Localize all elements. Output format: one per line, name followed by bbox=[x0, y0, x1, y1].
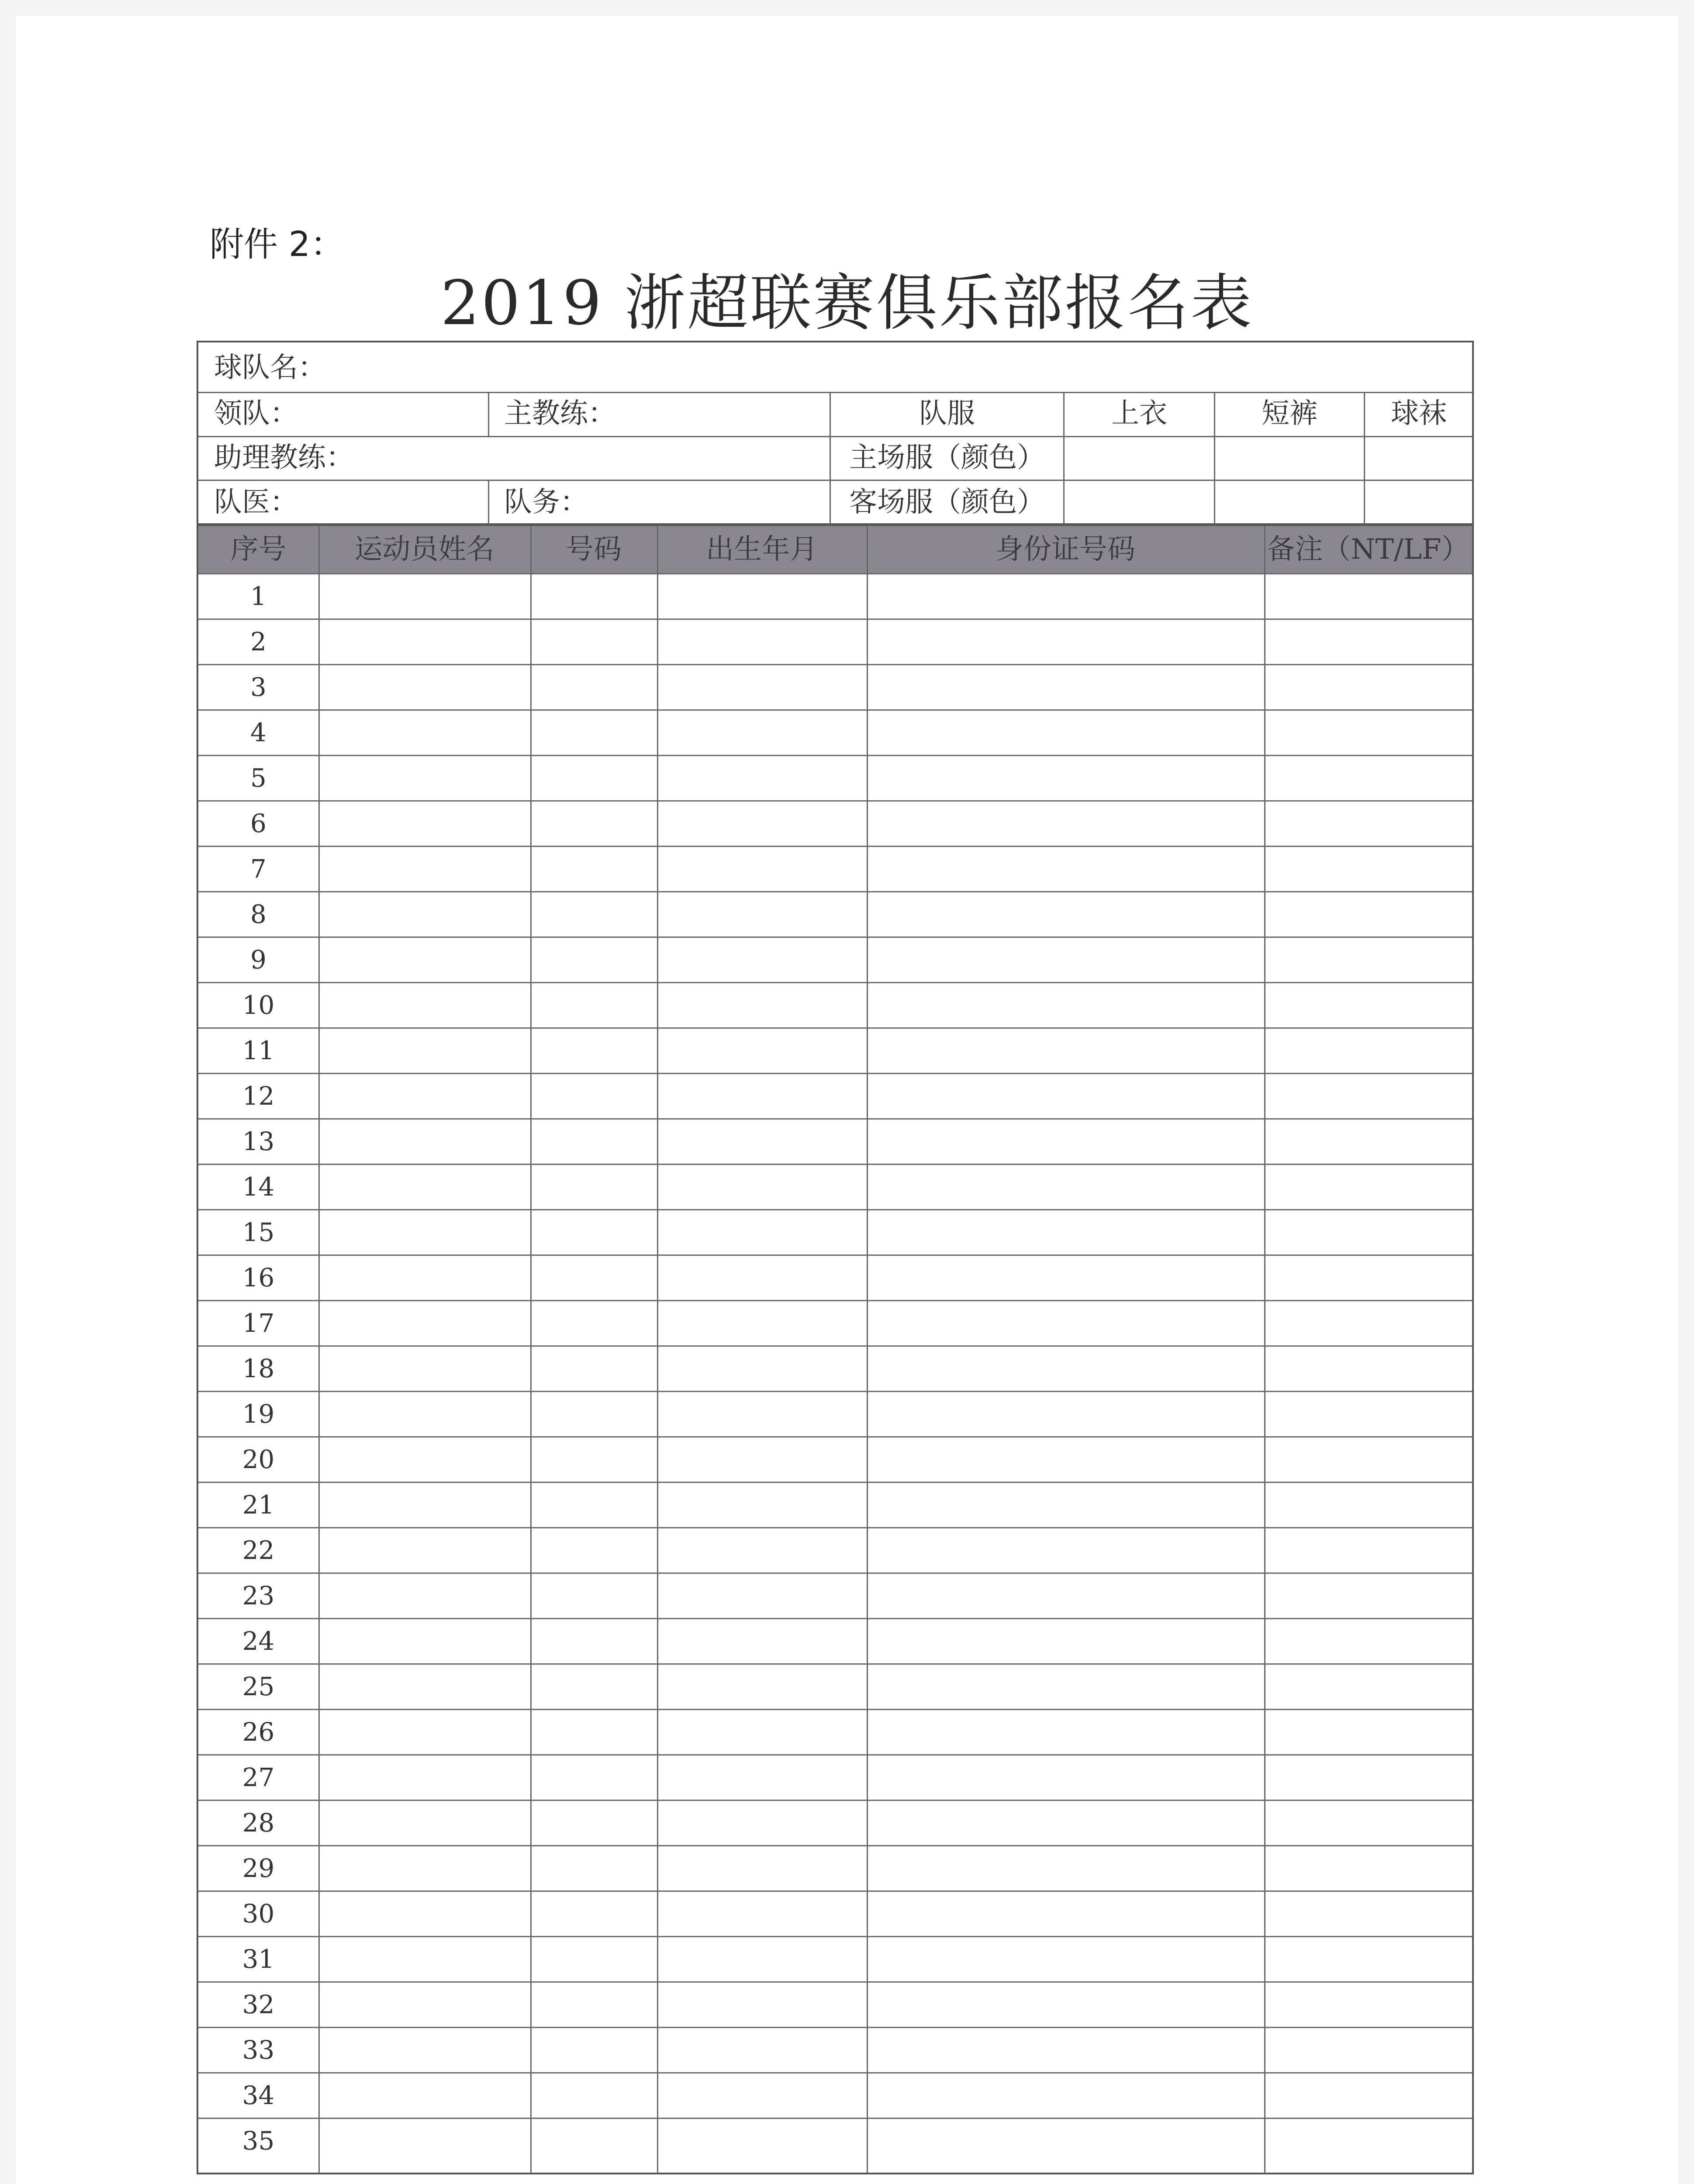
table-row bbox=[198, 2072, 1472, 2118]
column-header: 序号 bbox=[230, 533, 287, 566]
home-kit-label: 主场服（颜色） bbox=[849, 442, 1045, 474]
team-name-label: 球队名： bbox=[214, 352, 326, 384]
table-row bbox=[198, 1254, 1472, 1300]
player-roster-table bbox=[197, 524, 1474, 2174]
row-number: 35 bbox=[242, 2126, 275, 2156]
table-row bbox=[198, 1391, 1472, 1436]
row-number: 22 bbox=[242, 1535, 275, 1565]
team-affairs-label: 队务： bbox=[504, 486, 588, 518]
row-number: 14 bbox=[242, 1172, 275, 1202]
team-info-table bbox=[197, 341, 1474, 525]
info-col-divider bbox=[488, 480, 489, 527]
attachment-label: 附件 2： bbox=[210, 225, 345, 264]
table-row bbox=[198, 1709, 1472, 1754]
table-row bbox=[198, 1345, 1472, 1391]
table-row bbox=[198, 800, 1472, 846]
row-number: 34 bbox=[242, 2080, 275, 2110]
row-number: 18 bbox=[242, 1354, 275, 1383]
table-row bbox=[198, 1164, 1472, 1209]
row-number: 30 bbox=[242, 1899, 275, 1928]
table-row bbox=[198, 1890, 1472, 1936]
row-number: 25 bbox=[242, 1672, 275, 1701]
socks-label: 球袜 bbox=[1391, 397, 1447, 430]
column-header: 出生年月 bbox=[706, 533, 818, 566]
row-number: 3 bbox=[250, 672, 266, 702]
table-row bbox=[198, 1936, 1472, 1981]
row-number: 24 bbox=[242, 1626, 275, 1656]
assistant-coach-label: 助理教练： bbox=[214, 442, 354, 474]
table-row bbox=[198, 1073, 1472, 1118]
table-row bbox=[198, 1436, 1472, 1482]
column-header: 备注（NT/LF） bbox=[1267, 533, 1469, 566]
table-row bbox=[198, 891, 1472, 936]
row-number: 27 bbox=[242, 1762, 275, 1792]
row-number: 21 bbox=[242, 1490, 275, 1520]
row-number: 8 bbox=[250, 899, 266, 929]
row-number: 12 bbox=[242, 1081, 275, 1111]
row-number: 1 bbox=[250, 581, 266, 611]
row-number: 13 bbox=[242, 1127, 275, 1156]
row-number: 16 bbox=[242, 1263, 275, 1292]
row-number: 15 bbox=[242, 1217, 275, 1247]
row-number: 17 bbox=[242, 1308, 275, 1338]
table-row bbox=[198, 1981, 1472, 2027]
table-row bbox=[198, 1118, 1472, 1164]
row-number: 29 bbox=[242, 1853, 275, 1883]
table-row bbox=[198, 1209, 1472, 1254]
table-row bbox=[198, 936, 1472, 982]
row-number: 7 bbox=[250, 854, 266, 884]
table-row bbox=[198, 755, 1472, 800]
row-number: 5 bbox=[250, 763, 266, 793]
row-number: 28 bbox=[242, 1808, 275, 1838]
shorts-label: 短裤 bbox=[1262, 397, 1317, 430]
row-number: 11 bbox=[242, 1036, 275, 1065]
table-row bbox=[198, 2027, 1472, 2072]
table-row bbox=[198, 1800, 1472, 1845]
table-row bbox=[198, 1663, 1472, 1709]
table-row bbox=[198, 664, 1472, 709]
row-number: 2 bbox=[250, 627, 266, 657]
head-coach-label: 主教练： bbox=[504, 397, 616, 430]
table-row bbox=[198, 846, 1472, 891]
page-title: 2019 浙超联赛俱乐部报名表 bbox=[440, 268, 1254, 339]
row-number: 31 bbox=[242, 1944, 275, 1974]
doctor-label: 队医： bbox=[214, 486, 298, 518]
table-row bbox=[198, 1027, 1472, 1073]
info-col-divider bbox=[488, 392, 489, 436]
table-row bbox=[198, 982, 1472, 1027]
table-row bbox=[198, 1754, 1472, 1800]
row-number: 4 bbox=[250, 718, 266, 747]
leader-label: 领队： bbox=[214, 397, 298, 430]
away-kit-label: 客场服（颜色） bbox=[849, 486, 1045, 518]
row-number: 9 bbox=[250, 945, 266, 975]
table-row bbox=[198, 619, 1472, 664]
table-row bbox=[198, 1845, 1472, 1890]
table-row bbox=[198, 1482, 1472, 1527]
kit-label: 队服 bbox=[919, 397, 975, 430]
table-row bbox=[198, 1572, 1472, 1618]
row-number: 19 bbox=[242, 1399, 275, 1429]
table-row bbox=[198, 2118, 1472, 2163]
row-number: 32 bbox=[242, 1990, 275, 2019]
table-row bbox=[198, 709, 1472, 755]
shirt-label: 上衣 bbox=[1111, 397, 1167, 430]
row-number: 10 bbox=[242, 990, 275, 1020]
table-row bbox=[198, 573, 1472, 619]
table-row bbox=[198, 1300, 1472, 1345]
column-header: 身份证号码 bbox=[996, 533, 1135, 566]
row-number: 6 bbox=[250, 809, 266, 838]
row-number: 20 bbox=[242, 1444, 275, 1474]
table-row bbox=[198, 1527, 1472, 1572]
column-header: 号码 bbox=[566, 533, 622, 566]
row-number: 26 bbox=[242, 1717, 275, 1747]
table-row bbox=[198, 1618, 1472, 1663]
row-number: 33 bbox=[242, 2035, 275, 2065]
column-header: 运动员姓名 bbox=[354, 533, 494, 566]
row-number: 23 bbox=[242, 1581, 275, 1610]
